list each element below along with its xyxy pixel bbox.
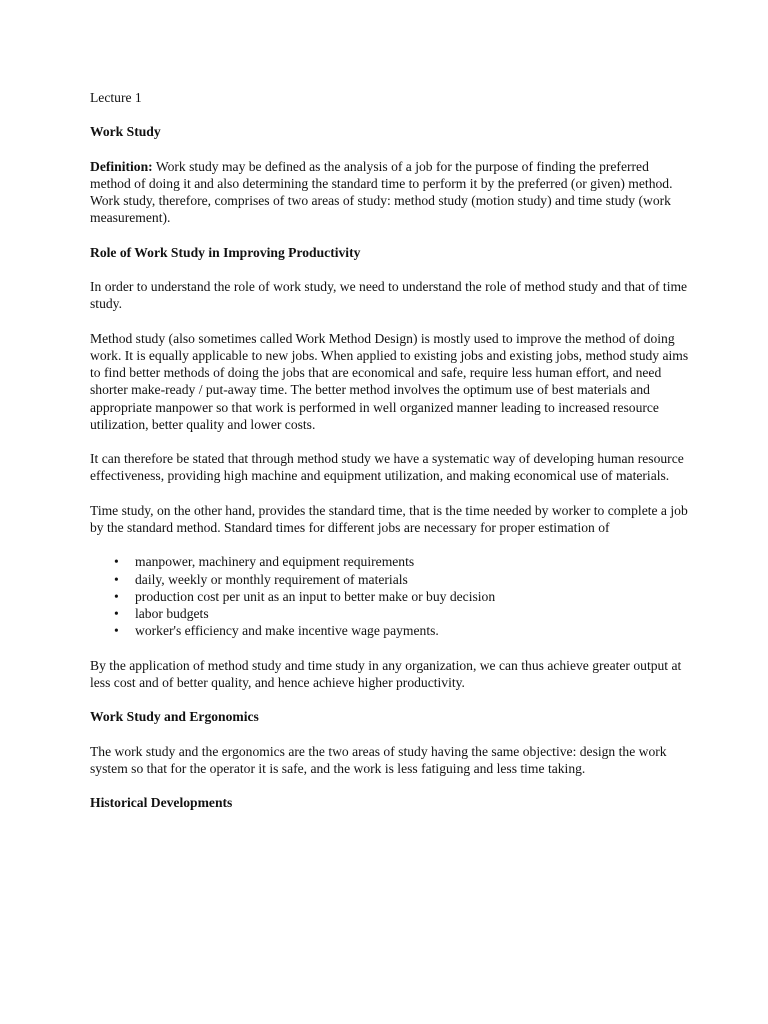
list-item <box>90 571 690 588</box>
list-item <box>90 553 690 570</box>
productivity-paragraph-2: Method study (also sometimes called Work Method Design) is mostly used to improve the method of doing work. It is equally applicable to new jobs. When applied to existing jobs and existing jobs, method study aims to find better methods of doing the jobs that are economical and safe, require less human effort, and need shorter make-ready / put-away time. The better method involves the optimum use of best materials and appropriate manpower so that work is performed in well organized manner leading to increased resource utilization, better quality and lower costs. <box>90 330 689 432</box>
section-heading-history: Historical Developments <box>90 795 233 811</box>
estimation-bullet-list <box>90 553 690 639</box>
definition-paragraph <box>90 158 690 227</box>
list-item-text: daily, weekly or monthly requirement of materials <box>135 571 408 587</box>
lecture-label: Lecture 1 <box>90 90 142 105</box>
list-item-text: worker's efficiency and make incentive wage payments. <box>135 623 439 639</box>
list-item-text: production cost per unit as an input to better make or buy decision <box>135 588 496 604</box>
ergonomics-paragraph-1: The work study and the ergonomics are the two areas of study having the same objective: design the work system so that for the operator it is safe, and the work is less fatiguing and less time taking. <box>90 743 667 776</box>
productivity-paragraph-1: In order to understand the role of work study, we need to understand the role of method study and that of time study. <box>90 279 688 312</box>
productivity-paragraph-3: It can therefore be stated that through method study we have a systematic way of developing human resource effectiveness, providing high machine and equipment utilization, and making economical use of materials. <box>90 451 684 484</box>
bullet-icon: • <box>114 588 119 604</box>
bullet-icon: • <box>114 554 119 570</box>
document-page <box>90 89 690 829</box>
bullet-icon: • <box>114 571 119 587</box>
list-item-text: manpower, machinery and equipment requirements <box>135 554 415 570</box>
list-item <box>90 605 690 622</box>
bullet-icon: • <box>114 623 119 639</box>
page-title: Work Study <box>90 124 161 140</box>
list-item <box>90 588 690 605</box>
section-heading-ergonomics: Work Study and Ergonomics <box>90 709 259 725</box>
definition-text: Work study may be defined as the analysis of a job for the purpose of finding the preferred method of doing it and also determining the standard time to perform it by the preferred (or given) method. Work study, therefore, comprises of two areas of study: method study (motion study) and time study (work measurement). <box>90 158 673 226</box>
definition-label: Definition: <box>90 158 153 174</box>
bullet-icon: • <box>114 605 119 621</box>
section-heading-productivity: Role of Work Study in Improving Productivity <box>90 244 361 260</box>
productivity-paragraph-5: By the application of method study and time study in any organization, we can thus achieve greater output at less cost and of better quality, and hence achieve higher productivity. <box>90 657 682 690</box>
list-item-text: labor budgets <box>135 605 209 621</box>
productivity-paragraph-4: Time study, on the other hand, provides the standard time, that is the time needed by worker to complete a job by the standard method. Standard times for different jobs are necessary for proper estimation of <box>90 502 688 535</box>
list-item <box>90 622 690 639</box>
